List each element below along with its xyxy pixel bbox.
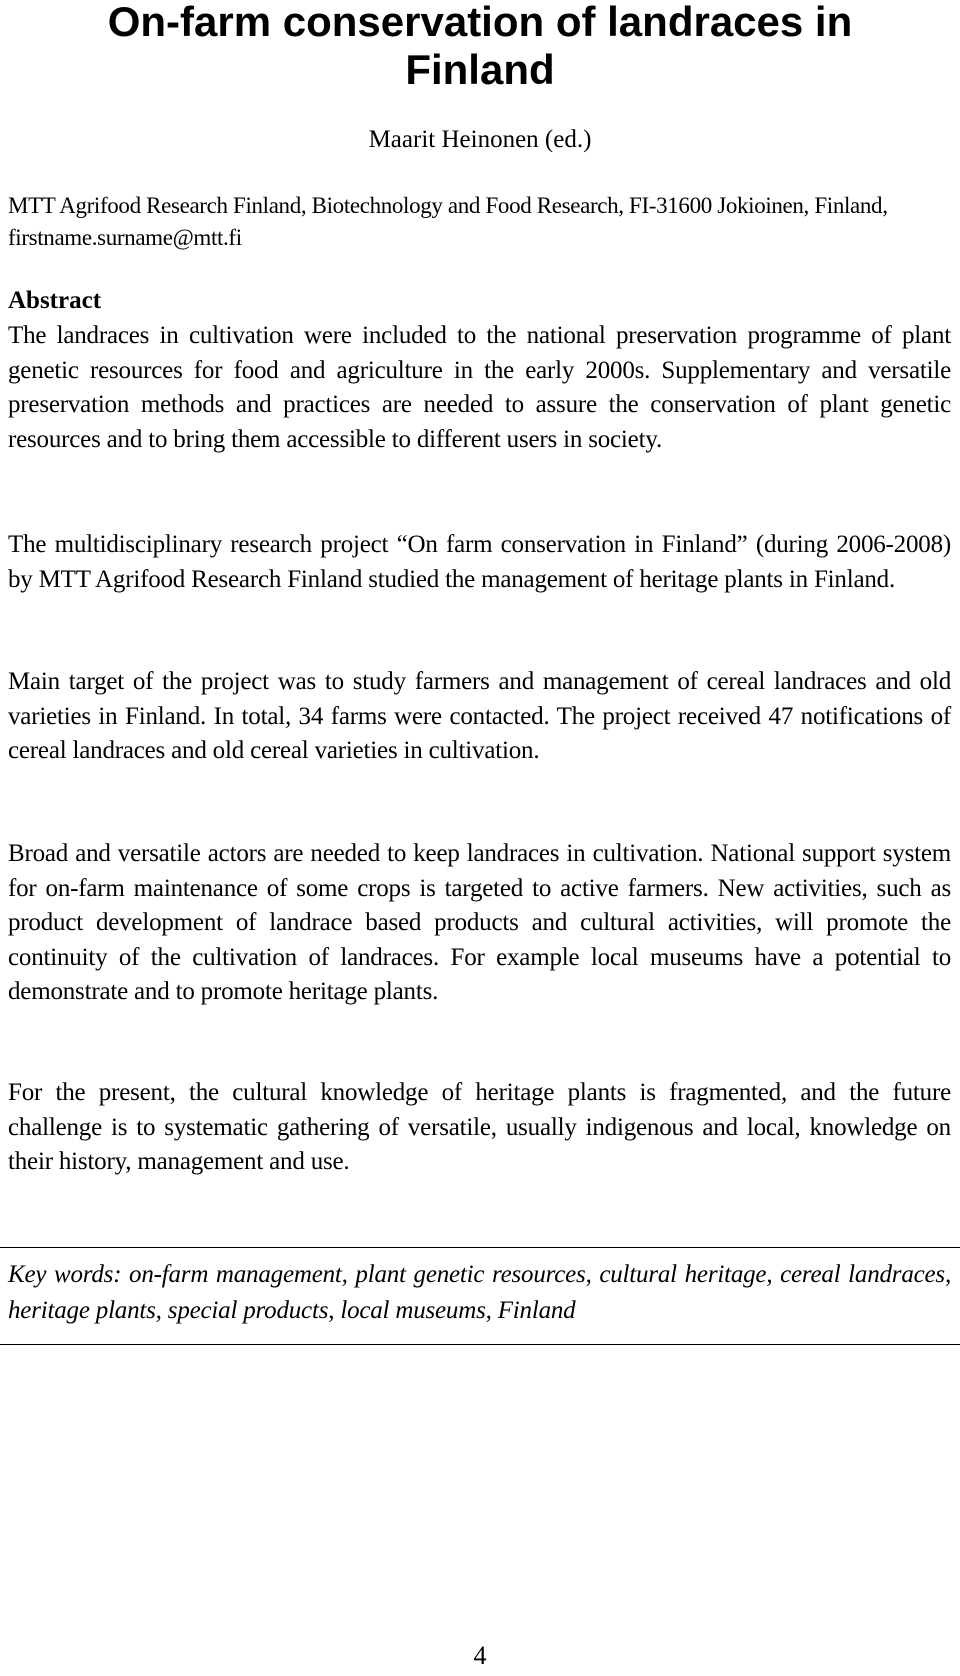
keywords-bottom-rule [0,1344,960,1345]
page-number: 4 [473,1641,487,1670]
keywords-top-rule [0,1247,960,1248]
abstract-paragraph: Main target of the project was to study farmers and management of cereal landraces and old varieties in Finland. In total, 34 farms were contacted. The project received 47 notifications of cereal landraces and old cereal varieties in cultivation. [8,668,951,764]
editor-name: Maarit Heinonen (ed.) [368,126,592,153]
abstract-paragraph: For the present, the cultural knowledge of heritage plants is fragmented, and the future challenge is to systematic gathering of versatile, usually indigenous and local, knowledge on their history, management and use. [8,1079,951,1175]
document-title: On-farm conservation of landraces in Finland [107,0,853,93]
abstract-paragraph: The landraces in cultivation were included to the national preservation programme of plant genetic resources for food and agriculture in the early 2000s. Supplementary and versatile preservation methods and practices are needed to assure the conservation of plant genetic resources and to bring them accessible to different users in society. [8,322,951,453]
abstract-paragraph: Broad and versatile actors are needed to keep landraces in cultivation. National support system for on-farm maintenance of some crops is targeted to active farmers. New activities, such as product development of landrace based products and cultural activities, will promote the continuity of the cultivation of landraces. For example local museums have a potential to demonstrate and to promote heritage plants. [8,840,951,1005]
abstract-paragraph: The multidisciplinary research project “On farm conservation in Finland” (during 2006-2008) by MTT Agrifood Research Finland studied the management of heritage plants in Finland. [8,531,951,593]
keywords-text: Key words: on-farm management, plant genetic resources, cultural heritage, cereal landraces, heritage plants, special products, local museums, Finland [8,1261,951,1324]
abstract-heading: Abstract [8,287,102,314]
author-affiliation: MTT Agrifood Research Finland, Biotechnology and Food Research, FI-31600 Jokioinen, Finland, firstname.surname@mtt.fi [8,193,888,250]
